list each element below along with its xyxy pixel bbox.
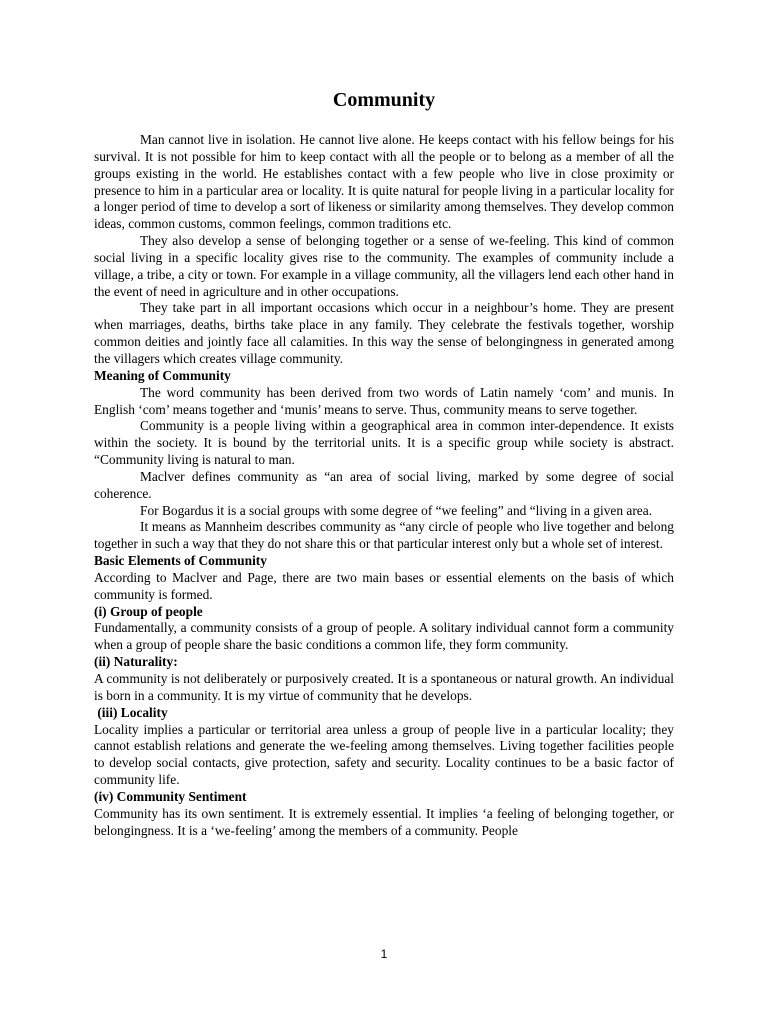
paragraph-intro-2: They also develop a sense of belonging together or a sense of we-feeling. This kind of common social living in a specific locality gives rise to the community. The examples of community include a village, a tribe, a city or town. For example in a village community, all the villagers lend each other hand in the event of need in agriculture and in other occupations. — [94, 233, 674, 299]
document-title: Community — [332, 89, 436, 111]
paragraph-intro-3: They take part in all important occasions which occur in a neighbour’s home. They are present when marriages, deaths, births take place in any family. They celebrate the festivals together, worship common deities and jointly face all calamities. In this way the sense of belongingness in generated among the villagers which creates village community. — [94, 300, 674, 366]
page-number: 1 — [380, 947, 388, 961]
paragraph-group-of-people: Fundamentally, a community consists of a group of people. A solitary individual cannot form a community when a group of people share the basic conditions a common life, they form community. — [94, 620, 674, 653]
document-page — [94, 86, 674, 839]
paragraph-meaning-2: Community is a people living within a geographical area in common inter-dependence. It exists within the society. It is bound by the territorial units. It is a specific group while society is abstract. “Community living is natural to man. — [94, 418, 674, 468]
paragraph-elements-1: According to Maclver and Page, there are two main bases or essential elements on the basis of which community is formed. — [94, 569, 674, 602]
section-heading-meaning: Meaning of Community — [94, 367, 231, 383]
subheading-naturality: (ii) Naturality: — [94, 654, 178, 670]
paragraph-meaning-5: It means as Mannheim describes community as “any circle of people who live together and belong together in such a way that they do not share this or that particular interest only but a whole set of interest. — [94, 519, 674, 552]
subheading-community-sentiment: (iv) Community Sentiment — [94, 788, 247, 804]
section-heading-elements: Basic Elements of Community — [94, 553, 267, 569]
paragraph-naturality: A community is not deliberately or purposively created. It is a spontaneous or natural growth. An individual is born in a community. It is my virtue of community that he develops. — [94, 671, 674, 703]
paragraph-community-sentiment: Community has its own sentiment. It is extremely essential. It implies ‘a feeling of belonging together, or belongingness. It is a ‘we-feeling’ among the members of a community. People — [94, 805, 674, 838]
paragraph-meaning-4: For Bogardus it is a social groups with some degree of “we feeling” and “living in a given area. — [140, 502, 653, 518]
subheading-locality: (iii) Locality — [94, 704, 168, 720]
paragraph-locality: Locality implies a particular or territorial area unless a group of people live in a particular locality; they cannot establish relations and generate the we-feeling among themselves. Living together facilities people to develop social contacts, give protection, safety and security. Locality continues to be a basic factor of community life. — [94, 721, 674, 788]
paragraph-intro-1: Man cannot live in isolation. He cannot live alone. He keeps contact with his fellow beings for his survival. It is not possible for him to keep contact with all the people or to belong as a member of all the groups existing in the world. He establishes contact with a few people who live in close proximity or presence to him in a particular area or locality. It is quite natural for people living in a particular locality for a longer period of time to develop a sort of likeness or similarity among themselves. They develop common ideas, common customs, common feelings, common traditions etc. — [94, 132, 674, 232]
paragraph-meaning-1: The word community has been derived from two words of Latin namely ‘com’ and munis. In English ‘com’ means together and ‘munis’ means to serve. Thus, community means to serve together. — [94, 384, 674, 417]
paragraph-meaning-3: Maclver defines community as “an area of social living, marked by some degree of social coherence. — [94, 468, 674, 501]
subheading-group-of-people: (i) Group of people — [94, 603, 203, 619]
